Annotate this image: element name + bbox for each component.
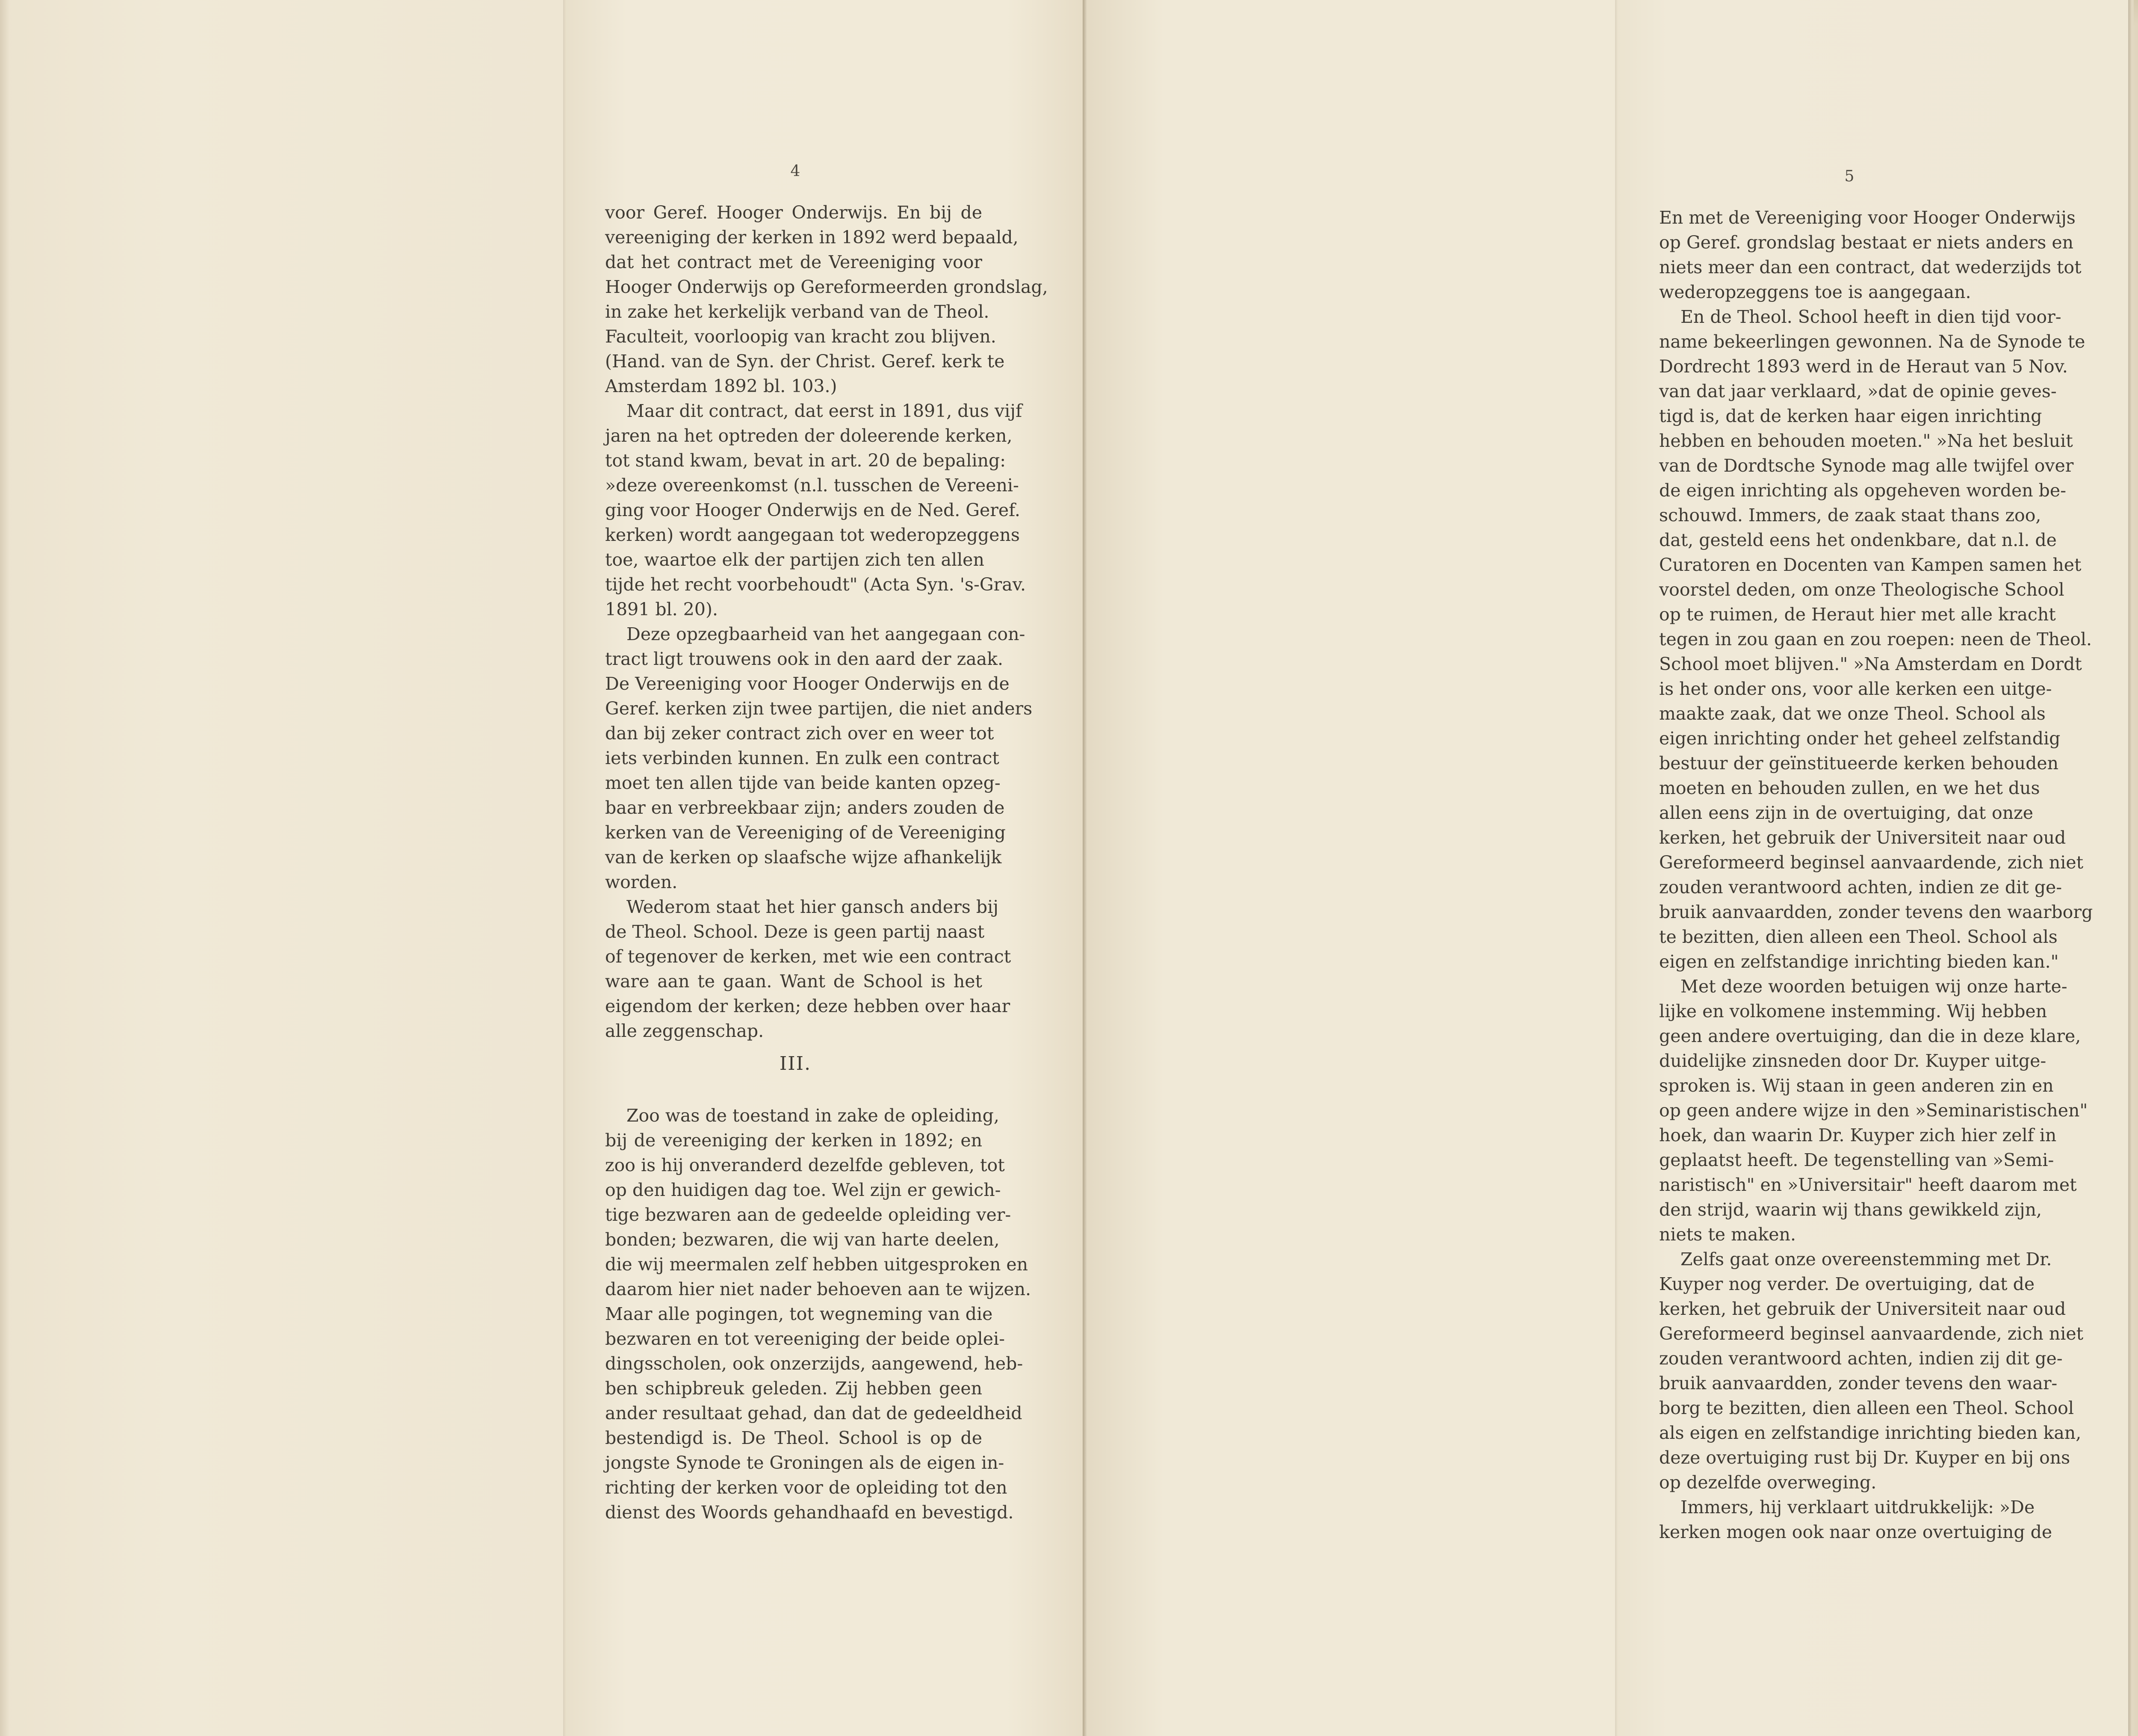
text-line: zoo is hij onveranderd dezelfde gebleven, tot: [605, 1155, 1005, 1175]
text-line: op geen andere wijze in den »Seminaristischen": [1659, 1100, 2088, 1121]
text-line: dienst des Woords gehandhaafd en bevestigd.: [605, 1502, 1014, 1523]
text-line: Wederom staat het hier gansch anders bij: [626, 897, 998, 917]
text-line: bruik aanvaardden, zonder tevens den waarborg: [1659, 902, 2093, 922]
text-line: op dezelfde overweging.: [1659, 1472, 1877, 1493]
text-line: dat, gesteld eens het ondenkbare, dat n.l. de: [1659, 530, 2057, 550]
text-line: tegen in zou gaan en zou roepen: neen de Theol.: [1659, 629, 2092, 650]
text-line: bruik aanvaardden, zonder tevens den waar-: [1659, 1373, 2058, 1394]
text-line: schouwd. Immers, de zaak staat thans zoo,: [1659, 505, 2041, 526]
text-line: den strijd, waarin wij thans gewikkeld zijn,: [1659, 1199, 2042, 1220]
page-number-left: 4: [790, 162, 800, 180]
text-line: hoek, dan waarin Dr. Kuyper zich hier zelf in: [1659, 1125, 2057, 1146]
text-line: voor Geref. Hooger Onderwijs. En bij de: [605, 202, 982, 223]
text-line: alle zeggenschap.: [605, 1021, 764, 1041]
text-line: de eigen inrichting als opgeheven worden be-: [1659, 480, 2067, 501]
text-line: moeten en behouden zullen, en we het dus: [1659, 778, 2040, 798]
text-line: Dordrecht 1893 werd in de Heraut van 5 Nov.: [1659, 356, 2068, 377]
text-line: bezwaren en tot vereeniging der beide oplei-: [605, 1329, 1005, 1349]
text-line: van de kerken op slaafsche wijze afhankelijk: [605, 847, 1002, 868]
text-line: tige bezwaren aan de gedeelde opleiding ver-: [605, 1205, 1011, 1225]
text-line: En met de Vereeniging voor Hooger Onderwijs: [1659, 207, 2076, 228]
text-line: School moet blijven." »Na Amsterdam en Dordt: [1659, 654, 2082, 674]
text-line: geplaatst heeft. De tegenstelling van »Semi-: [1659, 1150, 2054, 1170]
left-page-text-block-1: [605, 200, 1048, 1043]
text-line: tract ligt trouwens ook in den aard der zaak.: [605, 649, 1003, 669]
text-line: ben schipbreuk geleden. Zij hebben geen: [605, 1378, 982, 1399]
right-page-text-block: [1659, 205, 2093, 1544]
text-line: 1891 bl. 20).: [605, 599, 718, 620]
text-line: kerken mogen ook naar onze overtuiging de: [1659, 1522, 2052, 1542]
text-line: de Theol. School. Deze is geen partij naast: [605, 921, 985, 942]
text-line: niets meer dan een contract, dat wederzijds tot: [1659, 257, 2082, 278]
text-line: hebben en behouden moeten." »Na het besluit: [1659, 431, 2073, 451]
text-line: op den huidigen dag toe. Wel zijn er gewich-: [605, 1180, 1001, 1200]
text-line: niets te maken.: [1659, 1224, 1796, 1245]
text-line: lijke en volkomene instemming. Wij hebben: [1659, 1001, 2047, 1022]
text-line: bestendigd is. De Theol. School is op de: [605, 1428, 982, 1448]
text-line: toe, waartoe elk der partijen zich ten allen: [605, 549, 984, 570]
text-line: in zake het kerkelijk verband van de Theol.: [605, 301, 989, 322]
text-line: voorstel deden, om onze Theologische School: [1659, 579, 2064, 600]
text-line: zouden verantwoord achten, indien zij dit ge-: [1659, 1348, 2063, 1369]
text-line: sproken is. Wij staan in geen anderen zin en: [1659, 1075, 2054, 1096]
fold-line: [1615, 0, 1618, 1736]
text-line: borg te bezitten, dien alleen een Theol. School: [1659, 1398, 2074, 1418]
blank-leaf-center: [1084, 0, 1616, 1736]
page-edge-shadow: [0, 0, 9, 1736]
text-line: Curatoren en Docenten van Kampen samen het: [1659, 555, 2082, 575]
text-line: Deze opzegbaarheid van het aangegaan con-: [626, 624, 1025, 644]
text-line: dat het contract met de Vereeniging voor: [605, 252, 982, 272]
text-line: als eigen en zelfstandige inrichting bieden kan,: [1659, 1423, 2082, 1443]
text-line: Immers, hij verklaart uitdrukkelijk: »De: [1680, 1497, 2035, 1518]
text-line: daarom hier niet nader behoeven aan te wijzen.: [605, 1279, 1031, 1299]
text-line: die wij meermalen zelf hebben uitgesproken en: [605, 1254, 1028, 1275]
fold-line: [563, 0, 566, 1736]
fold-line: [2128, 0, 2132, 1736]
text-line: kerken van de Vereeniging of de Vereeniging: [605, 822, 1006, 843]
text-line: kerken, het gebruik der Universiteit naar oud: [1659, 827, 2066, 848]
text-line: Met deze woorden betuigen wij onze harte-: [1680, 976, 2067, 997]
page-number-right: 5: [1844, 168, 1855, 185]
text-line: Hooger Onderwijs op Gereformeerden grondslag,: [605, 277, 1048, 297]
text-line: kerken, het gebruik der Universiteit naar oud: [1659, 1299, 2066, 1319]
text-line: jongste Synode te Groningen als de eigen in-: [605, 1453, 1004, 1473]
text-line: bonden; bezwaren, die wij van harte deelen,: [605, 1229, 1000, 1250]
text-line: geen andere overtuiging, dan die in deze klare,: [1659, 1026, 2081, 1046]
text-line: vereeniging der kerken in 1892 werd bepaald,: [605, 227, 1019, 248]
text-line: duidelijke zinsneden door Dr. Kuyper uitge-: [1659, 1051, 2046, 1071]
text-line: te bezitten, dien alleen een Theol. School als: [1659, 927, 2058, 947]
text-line: dingsscholen, ook onzerzijds, aangewend, heb-: [605, 1353, 1023, 1374]
section-heading: III.: [779, 1053, 812, 1075]
text-line: (Hand. van de Syn. der Christ. Geref. kerk te: [605, 351, 1005, 372]
text-line: ging voor Hooger Onderwijs en de Ned. Geref.: [605, 500, 1020, 520]
left-page-text-block-2: [605, 1103, 1031, 1525]
torn-corner: [2134, 0, 2138, 26]
text-line: of tegenover de kerken, met wie een contract: [605, 946, 1011, 967]
text-line: van de Dordtsche Synode mag alle twijfel over: [1659, 455, 2074, 476]
text-line: bestuur der geïnstitueerde kerken behouden: [1659, 753, 2058, 774]
text-line: De Vereeniging voor Hooger Onderwijs en de: [605, 673, 1010, 694]
text-line: name bekeerlingen gewonnen. Na de Synode te: [1659, 331, 2085, 352]
blank-leaf-left: [0, 0, 564, 1736]
text-line: eigen en zelfstandige inrichting bieden kan.": [1659, 951, 2059, 972]
text-line: maakte zaak, dat we onze Theol. School als: [1659, 703, 2046, 724]
text-line: allen eens zijn in de overtuiging, dat onze: [1659, 803, 2033, 823]
text-line: Maar alle pogingen, tot wegneming van die: [605, 1304, 993, 1324]
text-line: wederopzeggens toe is aangegaan.: [1659, 282, 1971, 302]
text-line: tijde het recht voorbehoudt" (Acta Syn. 's-Grav.: [605, 574, 1026, 595]
text-line: ware aan te gaan. Want de School is het: [605, 971, 982, 992]
text-line: jaren na het optreden der doleerende kerken,: [605, 425, 1013, 446]
text-line: »deze overeenkomst (n.l. tusschen de Vereeni-: [605, 475, 1019, 496]
text-line: eigendom der kerken; deze hebben over haar: [605, 996, 1010, 1016]
text-line: Amsterdam 1892 bl. 103.): [605, 376, 837, 396]
text-line: naristisch" en »Universitair" heeft daarom met: [1659, 1175, 2077, 1195]
text-line: van dat jaar verklaard, »dat de opinie geves-: [1659, 381, 2057, 402]
text-line: Maar dit contract, dat eerst in 1891, dus vijf: [626, 401, 1022, 421]
text-line: bij de vereeniging der kerken in 1892; en: [605, 1130, 982, 1151]
text-line: Zoo was de toestand in zake de opleiding,: [626, 1105, 999, 1126]
text-line: tigd is, dat de kerken haar eigen inrichting: [1659, 406, 2042, 426]
text-line: En de Theol. School heeft in dien tijd voor-: [1680, 307, 2061, 327]
text-line: zouden verantwoord achten, indien ze dit ge-: [1659, 877, 2062, 898]
text-line: Geref. kerken zijn twee partijen, die niet anders: [605, 698, 1033, 719]
text-line: iets verbinden kunnen. En zulk een contract: [605, 748, 999, 768]
text-line: is het onder ons, voor alle kerken een uitge-: [1659, 679, 2052, 699]
text-line: Zelfs gaat onze overeenstemming met Dr.: [1680, 1249, 2052, 1270]
text-line: deze overtuiging rust bij Dr. Kuyper en bij ons: [1659, 1447, 2070, 1468]
text-line: Kuyper nog verder. De overtuiging, dat de: [1659, 1274, 2035, 1294]
text-line: Gereformeerd beginsel aanvaardende, zich niet: [1659, 852, 2084, 873]
text-line: op te ruimen, de Heraut hier met alle kracht: [1659, 604, 2056, 625]
text-line: eigen inrichting onder het geheel zelfstandig: [1659, 728, 2061, 749]
text-line: dan bij zeker contract zich over en weer tot: [605, 723, 994, 744]
text-line: worden.: [605, 872, 678, 892]
text-line: richting der kerken voor de opleiding tot den: [605, 1477, 1007, 1498]
text-line: moet ten allen tijde van beide kanten opzeg-: [605, 773, 1001, 793]
text-line: baar en verbreekbaar zijn; anders zouden de: [605, 797, 1005, 818]
text-line: op Geref. grondslag bestaat er niets anders en: [1659, 232, 2074, 253]
text-line: tot stand kwam, bevat in art. 20 de bepaling:: [605, 450, 1006, 471]
text-line: Faculteit, voorloopig van kracht zou blijven.: [605, 326, 996, 347]
text-line: ander resultaat gehad, dan dat de gedeeldheid: [605, 1403, 1022, 1423]
text-line: kerken) wordt aangegaan tot wederopzeggens: [605, 525, 1020, 545]
text-line: Gereformeerd beginsel aanvaardende, zich niet: [1659, 1323, 2084, 1344]
center-gutter: [1083, 0, 1087, 1736]
